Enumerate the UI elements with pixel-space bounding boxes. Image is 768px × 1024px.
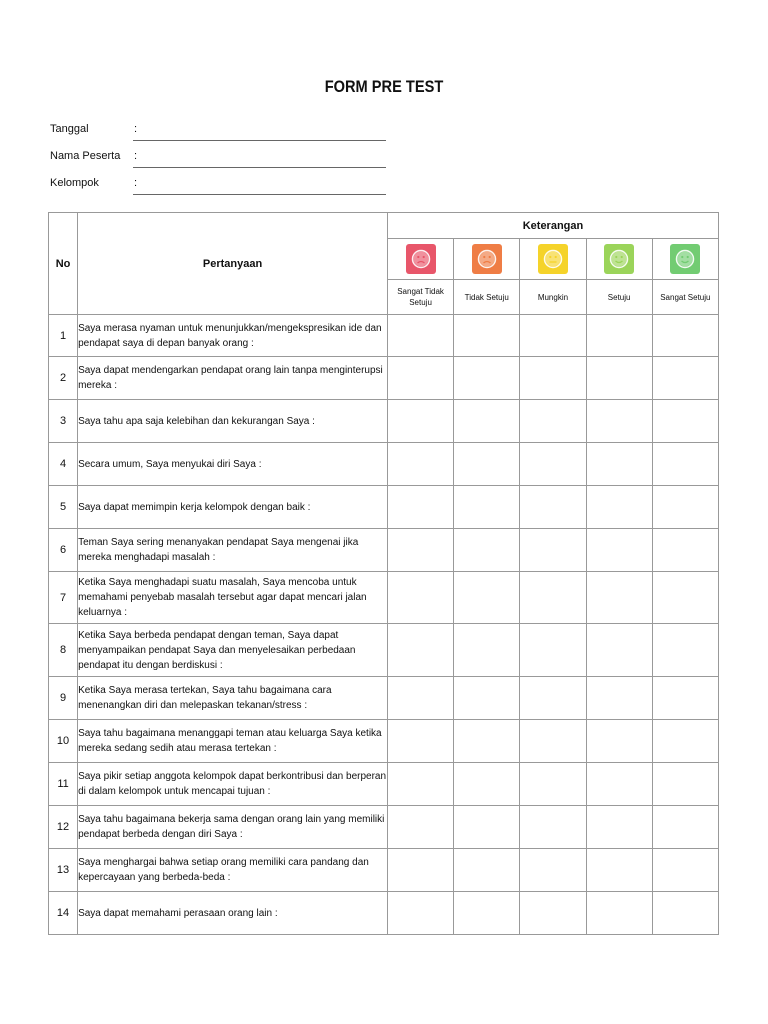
pertanyaan-header: Pertanyaan [78, 213, 388, 315]
answer-cell[interactable] [652, 400, 718, 443]
answer-cell[interactable] [454, 443, 520, 486]
rating-option-label: Sangat Tidak Setuju [387, 280, 453, 315]
table-row [49, 892, 719, 935]
answer-cell[interactable] [454, 806, 520, 849]
question-text: Saya dapat memimpin kerja kelompok dengan baik : [78, 486, 388, 529]
question-number: 12 [49, 806, 78, 849]
kelompok-label: Kelompok [50, 177, 99, 189]
answer-cell[interactable] [387, 677, 453, 720]
answer-cell[interactable] [387, 443, 453, 486]
table-row [49, 849, 719, 892]
rating-option-label: Tidak Setuju [454, 280, 520, 315]
question-text: Saya dapat memahami perasaan orang lain : [78, 892, 388, 935]
answer-cell[interactable] [387, 763, 453, 806]
question-text: Saya merasa nyaman untuk menunjukkan/mengekspresikan ide dan pendapat saya di depan banyak orang : [78, 315, 388, 357]
rating-face-cell [586, 239, 652, 280]
nama-peserta-label: Nama Peserta [50, 150, 121, 162]
question-text: Ketika Saya berbeda pendapat dengan teman, Saya dapat menyampaikan pendapat Saya dan menyelesaikan perbedaan pendapat itu dengan berdiskusi : [78, 624, 388, 677]
table-row [49, 572, 719, 624]
question-text: Ketika Saya merasa tertekan, Saya tahu bagaimana cara menenangkan diri dan melepaskan tekanan/stress : [78, 677, 388, 720]
neutral-face-icon [538, 244, 568, 274]
table-row [49, 486, 719, 529]
table-row [49, 677, 719, 720]
answer-cell[interactable] [586, 315, 652, 357]
answer-cell[interactable] [652, 572, 718, 624]
answer-cell[interactable] [454, 486, 520, 529]
question-text: Saya tahu bagaimana menanggapi teman atau keluarga Saya ketika mereka sedang sedih atau merasa tertekan : [78, 720, 388, 763]
rating-option-label: Setuju [586, 280, 652, 315]
question-number: 6 [49, 529, 78, 572]
question-text: Secara umum, Saya menyukai diri Saya : [78, 443, 388, 486]
table-row [49, 315, 719, 357]
answer-cell[interactable] [520, 400, 586, 443]
answer-cell[interactable] [387, 720, 453, 763]
answer-cell[interactable] [652, 315, 718, 357]
field-colon: : [134, 150, 138, 162]
frown-icon [472, 244, 502, 274]
answer-cell[interactable] [387, 572, 453, 624]
question-number: 5 [49, 486, 78, 529]
rating-option-label: Sangat Setuju [652, 280, 718, 315]
question-number: 9 [49, 677, 78, 720]
answer-cell[interactable] [652, 357, 718, 400]
answer-cell[interactable] [387, 849, 453, 892]
answer-cell[interactable] [454, 400, 520, 443]
answer-cell[interactable] [454, 892, 520, 935]
question-number: 4 [49, 443, 78, 486]
question-number: 1 [49, 315, 78, 357]
frown-icon [406, 244, 436, 274]
answer-cell[interactable] [586, 892, 652, 935]
smile-icon [670, 244, 700, 274]
question-number: 2 [49, 357, 78, 400]
smile-icon [604, 244, 634, 274]
answer-cell[interactable] [520, 529, 586, 572]
table-row [49, 443, 719, 486]
answer-cell[interactable] [520, 720, 586, 763]
answer-cell[interactable] [454, 572, 520, 624]
answer-cell[interactable] [387, 400, 453, 443]
question-number: 8 [49, 624, 78, 677]
answer-cell[interactable] [586, 763, 652, 806]
answer-cell[interactable] [454, 315, 520, 357]
question-text: Saya menghargai bahwa setiap orang memiliki cara pandang dan kepercayaan yang berbeda-beda : [78, 849, 388, 892]
answer-cell[interactable] [520, 677, 586, 720]
answer-cell[interactable] [520, 486, 586, 529]
question-text: Saya pikir setiap anggota kelompok dapat berkontribusi dan berperan di dalam kelompok untuk mencapai tujuan : [78, 763, 388, 806]
question-number: 7 [49, 572, 78, 624]
answer-cell[interactable] [586, 486, 652, 529]
answer-cell[interactable] [652, 849, 718, 892]
answer-cell[interactable] [520, 849, 586, 892]
table-row [49, 357, 719, 400]
question-number: 14 [49, 892, 78, 935]
answer-cell[interactable] [586, 400, 652, 443]
answer-cell[interactable] [520, 315, 586, 357]
answer-cell[interactable] [586, 849, 652, 892]
answer-cell[interactable] [586, 572, 652, 624]
answer-cell[interactable] [586, 443, 652, 486]
questionnaire-table [48, 212, 719, 935]
answer-cell[interactable] [520, 806, 586, 849]
question-rows [49, 315, 719, 935]
rating-face-cell [652, 239, 718, 280]
question-text: Saya tahu apa saja kelebihan dan kekurangan Saya : [78, 400, 388, 443]
table-row [49, 624, 719, 677]
answer-cell[interactable] [520, 624, 586, 677]
answer-cell[interactable] [586, 806, 652, 849]
table-row [49, 400, 719, 443]
question-number: 3 [49, 400, 78, 443]
answer-cell[interactable] [520, 892, 586, 935]
answer-cell[interactable] [387, 624, 453, 677]
answer-cell[interactable] [652, 892, 718, 935]
tanggal-input-line[interactable] [133, 140, 386, 141]
answer-cell[interactable] [586, 677, 652, 720]
answer-cell[interactable] [454, 624, 520, 677]
rating-face-cell [454, 239, 520, 280]
question-number: 10 [49, 720, 78, 763]
field-colon: : [134, 123, 138, 135]
answer-cell[interactable] [652, 677, 718, 720]
answer-cell[interactable] [520, 443, 586, 486]
answer-cell[interactable] [586, 357, 652, 400]
answer-cell[interactable] [454, 357, 520, 400]
keterangan-header: Keterangan [387, 213, 718, 239]
answer-cell[interactable] [387, 806, 453, 849]
answer-cell[interactable] [454, 849, 520, 892]
answer-cell[interactable] [652, 763, 718, 806]
answer-cell[interactable] [387, 315, 453, 357]
answer-cell[interactable] [652, 624, 718, 677]
form-title: FORM PRE TEST [324, 77, 444, 96]
answer-cell[interactable] [520, 572, 586, 624]
nama-peserta-input-line[interactable] [133, 167, 386, 168]
answer-cell[interactable] [652, 443, 718, 486]
question-number: 13 [49, 849, 78, 892]
table-row [49, 806, 719, 849]
table-row [49, 720, 719, 763]
question-number: 11 [49, 763, 78, 806]
no-header: No [49, 213, 78, 315]
question-text: Teman Saya sering menanyakan pendapat Saya mengenai jika mereka menghadapi masalah : [78, 529, 388, 572]
answer-cell[interactable] [652, 720, 718, 763]
kelompok-input-line[interactable] [133, 194, 386, 195]
answer-cell[interactable] [454, 763, 520, 806]
rating-face-cell [520, 239, 586, 280]
answer-cell[interactable] [652, 806, 718, 849]
answer-cell[interactable] [520, 357, 586, 400]
table-row [49, 763, 719, 806]
question-text: Ketika Saya menghadapi suatu masalah, Saya mencoba untuk memahami penyebab masalah tersebut agar dapat mencari jalan keluarnya : [78, 572, 388, 624]
answer-cell[interactable] [586, 720, 652, 763]
answer-cell[interactable] [387, 486, 453, 529]
answer-cell[interactable] [454, 529, 520, 572]
rating-face-cell [387, 239, 453, 280]
answer-cell[interactable] [454, 677, 520, 720]
answer-cell[interactable] [520, 763, 586, 806]
table-row [49, 529, 719, 572]
rating-option-label: Mungkin [520, 280, 586, 315]
answer-cell[interactable] [586, 529, 652, 572]
answer-cell[interactable] [652, 529, 718, 572]
answer-cell[interactable] [387, 529, 453, 572]
answer-cell[interactable] [652, 486, 718, 529]
answer-cell[interactable] [586, 624, 652, 677]
question-text: Saya tahu bagaimana bekerja sama dengan orang lain yang memiliki pendapat berbeda dengan diri Saya : [78, 806, 388, 849]
question-text: Saya dapat mendengarkan pendapat orang lain tanpa menginterupsi mereka : [78, 357, 388, 400]
tanggal-label: Tanggal [50, 123, 89, 135]
answer-cell[interactable] [454, 720, 520, 763]
field-colon: : [134, 177, 138, 189]
answer-cell[interactable] [387, 892, 453, 935]
answer-cell[interactable] [387, 357, 453, 400]
